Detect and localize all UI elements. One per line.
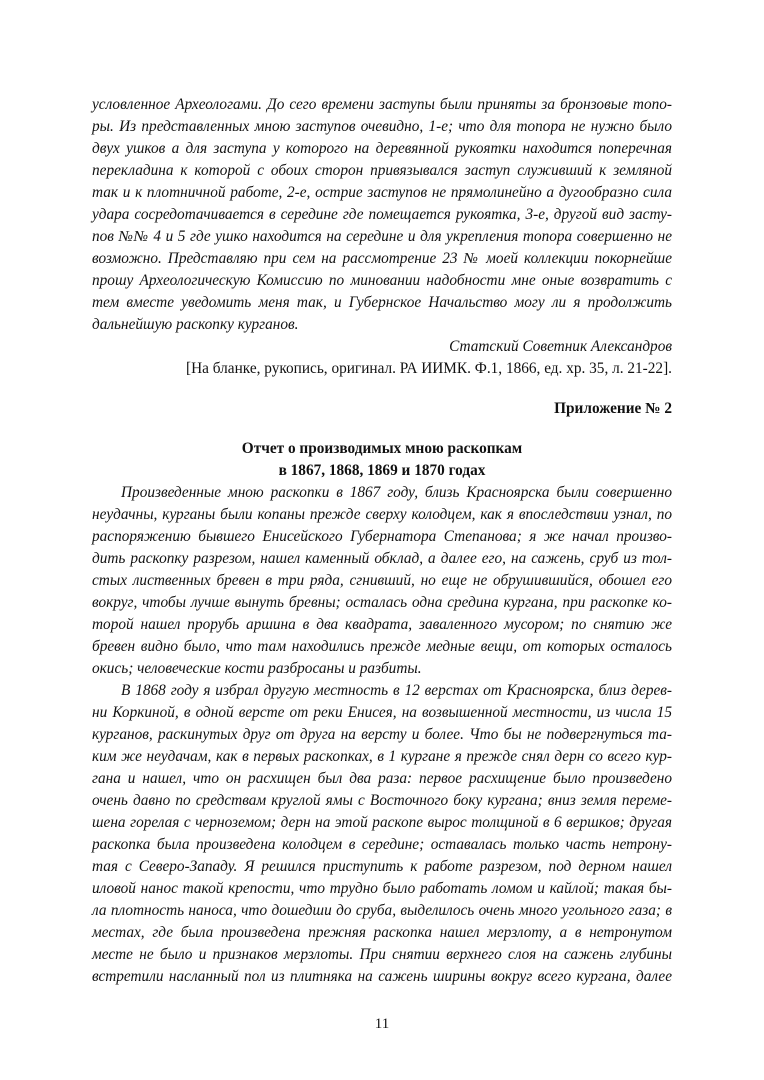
paragraph-1-line: Произведенные мною раскопки в 1867 году, близь Красноярска были совершенно [121,484,672,501]
page-number: 11 [374,1016,390,1032]
paragraph-1-line: распоряжению бывшего Енисейского Губернатора Степанова; я же начал произво- [92,528,672,545]
letter-line: удара сосредотачивается в середине где помещается рукоятка, 3-е, другой вид засту- [92,206,672,223]
paragraph-2-line: гана и нашел, что он расхищен был два раза: первое расхищение было произведено [92,770,672,787]
report-title: Отчет о производимых мною раскопкам [241,440,523,457]
paragraph-2-line: тая с Северо-Западу. Я решился приступить к работе разрезом, под дерном нашел [92,858,672,875]
paragraph-1-line: бревен видно было, что там находились прежде медные вещи, от которых осталось [92,638,672,655]
appendix-label: Приложение № 2 [554,400,672,417]
paragraph-1-line: неудачны, курганы были копаны прежде сверху колодцем, как я впоследствии узнал, по [92,506,672,523]
paragraph-1-line: вокруг, чтобы лучше вынуть бревны; осталась одна средина кургана, при раскопке ко- [92,594,672,611]
signature: Статский Советник Александров [449,338,672,355]
paragraph-2-line: курганов, раскинутых друг от друга на версту и более. Что бы не подвергнуться та- [92,726,672,743]
letter-line: тем вместе уведомить меня так, и Губернское Начальство могу ли я продолжить [92,294,672,311]
paragraph-1-line: стых лиственных бревен в три ряда, сгнивший, но еще не обрушившийся, обошел его [92,572,672,589]
paragraph-1-line: дить раскопку разрезом, нашел каменный обклад, а далее его, на сажень, сруб из тол- [92,550,672,567]
letter-line: так и к плотничной работе, 2-е, острие заступов не прямолинейно а дугообразно сила [92,184,672,201]
letter-line: прошу Археологическую Комиссию по миновании надобности мне оные возвратить с [92,272,672,289]
letter-line: условленное Археологами. До сего времени заступы были приняты за бронзовые топо- [92,96,672,113]
paragraph-2-line: месте не было и признаков мерзлоты. При снятии верхнего слоя на сажень глубины [92,946,672,963]
letter-line: дальнейшую раскопку курганов. [92,316,299,333]
source-note: [На бланке, рукопись, оригинал. РА ИИМК. Ф.1, 1866, ед. хр. 35, л. 21-22]. [186,360,672,377]
paragraph-2-line: иловой нанос такой крепости, что трудно было работать ломом и кайлой; такая бы- [92,880,672,897]
paragraph-2-line: раскопка была произведена колодцем в середине; оставалась только часть нетрону- [92,836,672,853]
paragraph-2-line: встретили насланный пол из плитняка на сажень ширины вокруг всего кургана, далее [92,968,672,985]
paragraph-2-line: ни Коркиной, в одной версте от реки Енисея, на возвышенной местности, из числа 15 [92,704,672,721]
paragraph-2-line: очень давно по средствам круглой ямы с Восточного боку кургана; вниз земля переме- [92,792,672,809]
letter-line: пов №№ 4 и 5 где ушко находится на середине и для укрепления топора совершенно не [92,228,672,245]
letter-line: ры. Из представленных мною заступов очевидно, 1-е; что для топора не нужно было [92,118,672,135]
letter-line: двух ушков а для заступа у которого на деревянной рукоятки находится поперечная [92,140,672,157]
paragraph-1-line: окись; человеческие кости разбросаны и разбиты. [92,660,422,677]
paragraph-2-line: В 1868 году я избрал другую местность в 12 верстах от Красноярска, близ дерев- [121,682,672,699]
report-title-years: в 1867, 1868, 1869 и 1870 годах [278,462,486,479]
paragraph-1-line: торой нашел прорубь аршина в два квадрата, заваленного мусором; по снятию же [92,616,672,633]
paragraph-2-line: ла плотность наноса, что дошедши до сруба, выделилось очень много угольного газа; в [92,902,672,919]
letter-line: перекладина к которой с обоих сторон привязывался заступ служивший к земляной [92,162,672,179]
paragraph-2-line: местах, где была произведена прежняя раскопка нашел мерзлоту, а в нетронутом [92,924,672,941]
paragraph-2-line: ким же неудачам, как в первых раскопках, в 1 кургане я прежде снял дерн со всего кур- [92,748,672,765]
letter-line: возможно. Представляю при сем на рассмотрение 23 № моей коллекции покорнейше [92,250,672,267]
paragraph-2-line: шена горелая с черноземом; дерн на этой раскопе вырос толщиной в 6 вершков; другая [92,814,672,831]
